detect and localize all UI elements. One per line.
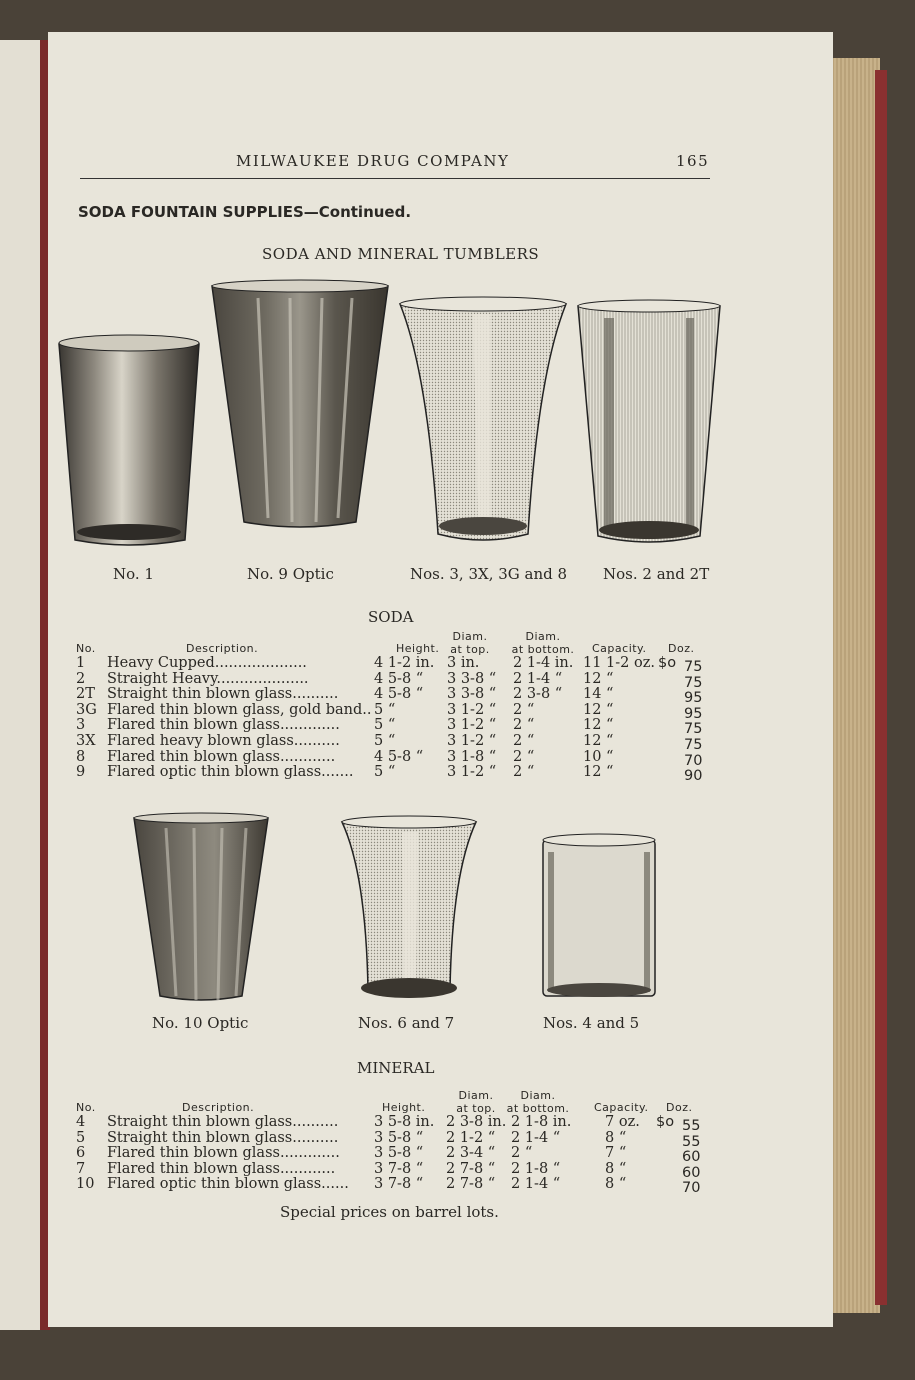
caption-no-10-optic: No. 10 Optic <box>152 1014 249 1032</box>
soda-row-top: 3 1-2 “ <box>447 717 497 734</box>
mineral-row-no: 7 <box>76 1160 86 1177</box>
mineral-row-height: 3 5-8 “ <box>374 1129 424 1146</box>
soda-row-top: 3 3-8 “ <box>447 670 497 687</box>
mineral-col-diam-bottom <box>503 1089 573 1115</box>
soda-row-no: 2T <box>76 686 95 703</box>
soda-row-cap: 12 “ <box>583 670 614 687</box>
caption-no-1: No. 1 <box>113 565 154 583</box>
tumbler-nos-4-5-illustration <box>540 832 658 1002</box>
soda-row-doz: 75 <box>684 721 703 738</box>
soda-row-height: 4 5-8 “ <box>374 748 424 765</box>
mineral-row-bottom: 2 1-4 “ <box>511 1129 561 1146</box>
footer-note: Special prices on barrel lots. <box>280 1203 499 1221</box>
mineral-row-desc: Straight thin blown glass.......... <box>107 1114 339 1130</box>
soda-col-capacity: Capacity. <box>592 642 647 655</box>
soda-row-top: 3 1-2 “ <box>447 701 497 718</box>
soda-row-desc: Flared thin blown glass, gold band.. <box>107 701 372 718</box>
mineral-col-height: Height. <box>382 1101 426 1114</box>
mineral-col-diam-bottom-line1: Diam. <box>520 1089 556 1102</box>
soda-row-doz: 70 <box>684 752 703 769</box>
soda-row-height: 5 “ <box>374 701 396 718</box>
mineral-row-bottom: 2 “ <box>511 1145 533 1162</box>
caption-nos-6-7: Nos. 6 and 7 <box>358 1014 455 1032</box>
soda-col-doz: Doz. <box>668 642 695 655</box>
header-rule <box>80 178 710 179</box>
mineral-col-capacity: Capacity. <box>594 1101 649 1114</box>
mineral-row-top: 2 7-8 “ <box>446 1160 496 1177</box>
mineral-row-no: 5 <box>76 1129 86 1146</box>
mineral-row-top: 2 3-4 “ <box>446 1145 496 1162</box>
soda-col-description: Description. <box>186 642 259 655</box>
soda-row-desc: Straight thin blown glass.......... <box>107 686 339 703</box>
soda-row-bottom: 2 “ <box>513 748 535 765</box>
soda-row-bottom: 2 “ <box>513 733 535 749</box>
soda-row-height: 4 5-8 “ <box>374 670 424 687</box>
mineral-row-doz: 55 <box>682 1118 701 1134</box>
cover-edge <box>875 70 887 1305</box>
mineral-row-top: 2 7-8 “ <box>446 1176 496 1193</box>
soda-row-price: $o <box>658 655 677 671</box>
soda-col-no: No. <box>76 642 96 655</box>
soda-row-no: 3X <box>76 733 96 749</box>
soda-row-top: 3 3-8 “ <box>447 686 497 703</box>
soda-row-no: 2 <box>76 670 86 687</box>
soda-row-no: 1 <box>76 655 86 671</box>
tumbler-no-10-optic-illustration <box>132 812 270 1004</box>
soda-col-height: Height. <box>396 642 440 655</box>
soda-row-height: 4 1-2 in. <box>374 655 435 671</box>
mineral-row-desc: Flared thin blown glass............. <box>107 1145 340 1162</box>
mineral-col-doz: Doz. <box>666 1101 693 1114</box>
page-heading: SODA AND MINERAL TUMBLERS <box>262 245 540 263</box>
mineral-col-description: Description. <box>182 1101 255 1114</box>
caption-nos-4-5: Nos. 4 and 5 <box>543 1014 640 1032</box>
mineral-table-title: MINERAL <box>357 1059 435 1077</box>
soda-row-cap: 12 “ <box>583 764 614 781</box>
mineral-row-cap: 7 “ <box>605 1145 627 1162</box>
mineral-row-no: 10 <box>76 1176 95 1193</box>
caption-nos-2-2t: Nos. 2 and 2T <box>603 565 710 583</box>
mineral-row-doz: 55 <box>682 1133 701 1150</box>
facing-page-edge <box>0 40 44 1330</box>
mineral-row-bottom: 2 1-8 “ <box>511 1160 561 1177</box>
soda-row-no: 9 <box>76 764 86 781</box>
soda-row-bottom: 2 “ <box>513 717 535 734</box>
mineral-col-diam-top <box>446 1089 506 1115</box>
soda-col-diam-top-line1: Diam. <box>452 630 488 643</box>
soda-row-no: 3 <box>76 717 86 734</box>
soda-row-no: 3G <box>76 701 97 718</box>
soda-row-height: 5 “ <box>374 733 396 749</box>
section-title: SODA FOUNTAIN SUPPLIES—Continued. <box>78 203 412 221</box>
mineral-row-cap: 8 “ <box>605 1129 627 1146</box>
soda-row-desc: Flared heavy blown glass.......... <box>107 733 340 749</box>
soda-row-no: 8 <box>76 748 86 765</box>
soda-row-top: 3 1-8 “ <box>447 748 497 765</box>
mineral-row-bottom: 2 1-4 “ <box>511 1176 561 1193</box>
mineral-row-price: $o <box>656 1114 675 1130</box>
soda-row-desc: Heavy Cupped.................... <box>107 655 307 671</box>
tumbler-no-9-optic-illustration <box>210 278 390 534</box>
soda-row-cap: 14 “ <box>583 686 614 703</box>
soda-row-bottom: 2 1-4 in. <box>513 655 574 671</box>
soda-row-height: 4 5-8 “ <box>374 686 424 703</box>
tumbler-nos-6-7-illustration <box>340 814 478 1008</box>
soda-row-doz: 75 <box>684 659 703 675</box>
mineral-row-desc: Flared thin blown glass............ <box>107 1160 336 1177</box>
soda-row-bottom: 2 1-4 “ <box>513 670 563 687</box>
caption-nos-3-3x-3g-8: Nos. 3, 3X, 3G and 8 <box>410 565 568 583</box>
mineral-row-bottom: 2 1-8 in. <box>511 1114 572 1130</box>
soda-row-doz: 95 <box>684 690 703 707</box>
soda-row-top: 3 1-2 “ <box>447 733 497 749</box>
mineral-col-diam-top-line2: at top. <box>456 1102 496 1115</box>
mineral-row-cap: 7 oz. <box>605 1114 640 1130</box>
mineral-row-no: 4 <box>76 1114 86 1130</box>
soda-row-cap: 12 “ <box>583 701 614 718</box>
tumbler-nos-2-2t-illustration <box>576 298 722 552</box>
soda-row-bottom: 2 3-8 “ <box>513 686 563 703</box>
mineral-row-no: 6 <box>76 1145 86 1162</box>
soda-row-desc: Straight Heavy.................... <box>107 670 309 687</box>
running-title: MILWAUKEE DRUG COMPANY <box>236 152 510 170</box>
tumbler-no-1-illustration <box>55 332 203 552</box>
soda-row-cap: 11 1-2 oz. <box>583 655 655 671</box>
mineral-row-doz: 60 <box>682 1164 701 1181</box>
soda-row-doz: 75 <box>684 737 703 753</box>
soda-row-top: 3 1-2 “ <box>447 764 497 781</box>
mineral-col-diam-bottom-line2: at bottom. <box>506 1102 570 1115</box>
soda-row-desc: Flared thin blown glass............. <box>107 717 340 734</box>
mineral-row-cap: 8 “ <box>605 1160 627 1177</box>
soda-row-height: 5 “ <box>374 717 396 734</box>
soda-row-desc: Flared thin blown glass............ <box>107 748 336 765</box>
mineral-row-doz: 60 <box>682 1149 701 1166</box>
soda-row-cap: 10 “ <box>583 748 614 765</box>
soda-row-cap: 12 “ <box>583 717 614 734</box>
soda-row-doz: 95 <box>684 705 703 722</box>
mineral-row-height: 3 7-8 “ <box>374 1176 424 1193</box>
mineral-row-height: 3 5-8 in. <box>374 1114 435 1130</box>
soda-row-bottom: 2 “ <box>513 701 535 718</box>
mineral-row-desc: Flared optic thin blown glass...... <box>107 1176 349 1193</box>
caption-no-9-optic: No. 9 Optic <box>247 565 334 583</box>
soda-col-diam-bottom-line1: Diam. <box>525 630 561 643</box>
mineral-col-no: No. <box>76 1101 96 1114</box>
soda-table-title: SODA <box>368 608 414 626</box>
soda-row-doz: 90 <box>684 768 703 785</box>
mineral-col-diam-top-line1: Diam. <box>458 1089 494 1102</box>
mineral-row-desc: Straight thin blown glass.......... <box>107 1129 339 1146</box>
tumbler-nos-3-3x-3g-8-illustration <box>398 294 568 550</box>
soda-row-bottom: 2 “ <box>513 764 535 781</box>
soda-col-diam-bottom <box>508 630 578 656</box>
soda-col-diam-top <box>440 630 500 656</box>
soda-row-doz: 75 <box>684 674 703 691</box>
soda-row-height: 5 “ <box>374 764 396 781</box>
soda-col-diam-top-line2: at top. <box>450 643 490 656</box>
mineral-row-height: 3 7-8 “ <box>374 1160 424 1177</box>
soda-col-diam-bottom-line2: at bottom. <box>511 643 575 656</box>
soda-row-desc: Flared optic thin blown glass....... <box>107 764 354 781</box>
mineral-row-top: 2 3-8 in. <box>446 1114 507 1130</box>
mineral-row-doz: 70 <box>682 1180 701 1197</box>
soda-row-cap: 12 “ <box>583 733 614 749</box>
mineral-row-cap: 8 “ <box>605 1176 627 1193</box>
soda-row-top: 3 in. <box>447 655 480 671</box>
mineral-row-height: 3 5-8 “ <box>374 1145 424 1162</box>
page-number: 165 <box>676 152 710 170</box>
mineral-row-top: 2 1-2 “ <box>446 1129 496 1146</box>
